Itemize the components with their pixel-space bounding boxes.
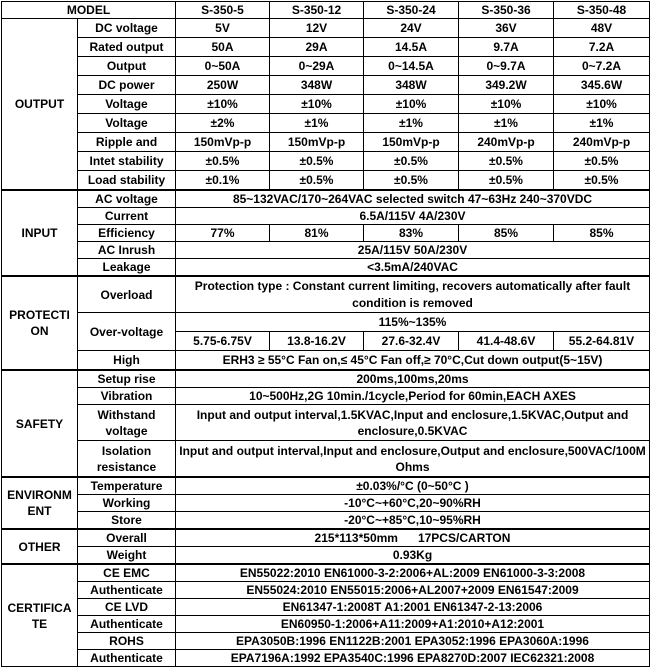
environment-row [2, 512, 650, 530]
param-label: High [78, 351, 176, 371]
spec-value: 9.7A [459, 38, 554, 57]
spec-value: 0~50A [176, 57, 270, 76]
spec-value: 250W [176, 76, 270, 95]
spec-value: 85% [459, 225, 554, 242]
spec-value: 5.75-6.75V [176, 332, 270, 351]
spec-value: 5V [176, 19, 270, 38]
spec-value: -10°C~+60°C,20~90%RH [176, 495, 650, 512]
spec-value: ±1% [270, 114, 364, 133]
category-safety: SAFETY [2, 370, 78, 477]
spec-value: ±0.5% [176, 152, 270, 171]
spec-value: EN61347-1:2008T A1:2001 EN61347-2-13:2006 [176, 599, 650, 616]
certificate-row [2, 599, 650, 616]
certificate-row [2, 650, 650, 667]
param-label: Over-voltage [78, 313, 176, 351]
spec-value: ±0.5% [364, 152, 459, 171]
spec-value: 7.2A [554, 38, 650, 57]
protection-row [2, 351, 650, 371]
category-certificate: CERTIFICA TE [2, 564, 78, 667]
spec-value: ±1% [459, 114, 554, 133]
param-label: Load stability [78, 171, 176, 191]
certificate-row [2, 564, 650, 582]
param-label: Working [78, 495, 176, 512]
output-row [2, 76, 650, 95]
param-label: AC Inrush [78, 242, 176, 259]
spec-value: 240mVp-p [554, 133, 650, 152]
spec-value: 81% [270, 225, 364, 242]
param-label: Voltage [78, 114, 176, 133]
spec-value: 36V [459, 19, 554, 38]
param-label: Current [78, 208, 176, 225]
environment-row [2, 495, 650, 512]
environment-row [2, 477, 650, 495]
header-row [2, 2, 650, 19]
param-label: Intet stability [78, 152, 176, 171]
input-row [2, 259, 650, 277]
param-label: DC voltage [78, 19, 176, 38]
safety-row [2, 405, 650, 441]
spec-value: 50A [176, 38, 270, 57]
model-name: S-350-5 [176, 2, 270, 19]
protection-row [2, 276, 650, 313]
model-name: S-350-36 [459, 2, 554, 19]
category-input: INPUT [2, 190, 78, 276]
spec-value: ±0.5% [270, 171, 364, 191]
certificate-row [2, 616, 650, 633]
model-name: S-350-24 [364, 2, 459, 19]
output-row [2, 57, 650, 76]
output-row [2, 133, 650, 152]
spec-value: 348W [270, 76, 364, 95]
spec-value: ±0.5% [554, 152, 650, 171]
spec-value: ±1% [364, 114, 459, 133]
param-label: Temperature [78, 477, 176, 495]
spec-value: EPA3050B:1996 EN1122B:2001 EPA3052:1996 EPA3060A:1996 [176, 633, 650, 650]
spec-value: ±10% [270, 95, 364, 114]
spec-value: ±10% [364, 95, 459, 114]
param-label: Setup rise [78, 370, 176, 388]
param-label: Overall [78, 529, 176, 547]
category-other: OTHER [2, 529, 78, 564]
param-label: Authenticate [78, 650, 176, 667]
spec-value: 41.4-48.6V [459, 332, 554, 351]
spec-value: Input and output interval,Input and enclosure,Output and enclosure,500VAC/100M Ohms [176, 441, 650, 478]
spec-value: 200ms,100ms,20ms [176, 370, 650, 388]
param-label: Authenticate [78, 582, 176, 599]
input-row [2, 225, 650, 242]
spec-value: 0~9.7A [459, 57, 554, 76]
model-label: MODEL [2, 2, 176, 19]
spec-value: 29A [270, 38, 364, 57]
safety-row [2, 370, 650, 388]
spec-value: 115%~135% [176, 313, 650, 332]
safety-row [2, 441, 650, 478]
param-label: Output [78, 57, 176, 76]
output-row [2, 171, 650, 191]
spec-value: ±0.5% [554, 171, 650, 191]
spec-value: 14.5A [364, 38, 459, 57]
category-environment: ENVIRONM ENT [2, 477, 78, 529]
spec-value: EPA7196A:1992 EPA3540C:1996 EPA8270D:2007 IEC62321:2008 [176, 650, 650, 667]
certificate-row [2, 582, 650, 599]
param-label: Ripple and [78, 133, 176, 152]
spec-value: 150mVp-p [364, 133, 459, 152]
spec-value: ±0.5% [459, 152, 554, 171]
spec-value: ±1% [554, 114, 650, 133]
spec-value: EN55022:2010 EN61000-3-2:2006+AL:2009 EN61000-3-3:2008 [176, 564, 650, 582]
spec-value: ±10% [459, 95, 554, 114]
spec-value: <3.5mA/240VAC [176, 259, 650, 277]
protection-row [2, 313, 650, 332]
param-label: AC voltage [78, 190, 176, 208]
spec-value: ±0.5% [459, 171, 554, 191]
spec-value: ERH3 ≥ 55°C Fan on,≤ 45°C Fan off,≥ 70°C,Cut down output(5~15V) [176, 351, 650, 371]
param-label: Overload [78, 276, 176, 313]
spec-value: 150mVp-p [176, 133, 270, 152]
spec-value: 10~500Hz,2G 10min./1cycle,Period for 60min,EACH AXES [176, 388, 650, 405]
output-row [2, 19, 650, 38]
spec-value: 25A/115V 50A/230V [176, 242, 650, 259]
spec-value: ±10% [554, 95, 650, 114]
spec-value: 215*113*50mm 17PCS/CARTON [176, 529, 650, 547]
spec-value: 0~14.5A [364, 57, 459, 76]
spec-value: Protection type : Constant current limiting, recovers automatically after fault condition is removed [176, 276, 650, 313]
spec-value: EN60950-1:2006+A11:2009+A1:2010+A12:2001 [176, 616, 650, 633]
safety-row [2, 388, 650, 405]
spec-value: 349.2W [459, 76, 554, 95]
spec-value: -20°C~+85°C,10~95%RH [176, 512, 650, 530]
param-label: Leakage [78, 259, 176, 277]
param-label: Weight [78, 547, 176, 565]
spec-value: 24V [364, 19, 459, 38]
spec-value: Input and output interval,1.5KVAC,Input and enclosure,1.5KVAC,Output and enclosure,0.5KVAC [176, 405, 650, 441]
spec-value: 0.93Kg [176, 547, 650, 565]
spec-table [1, 1, 650, 667]
spec-value: 85% [554, 225, 650, 242]
spec-value: 348W [364, 76, 459, 95]
param-label: CE LVD [78, 599, 176, 616]
spec-value: 13.8-16.2V [270, 332, 364, 351]
spec-value: 240mVp-p [459, 133, 554, 152]
spec-value: 48V [554, 19, 650, 38]
output-row [2, 95, 650, 114]
spec-value: 12V [270, 19, 364, 38]
param-label: Rated output [78, 38, 176, 57]
param-label: Voltage [78, 95, 176, 114]
certificate-row [2, 633, 650, 650]
spec-value: 77% [176, 225, 270, 242]
spec-value: 85~132VAC/170~264VAC selected switch 47~63Hz 240~370VDC [176, 190, 650, 208]
spec-value: 0~29A [270, 57, 364, 76]
param-label: Withstand voltage [78, 405, 176, 441]
param-label: CE EMC [78, 564, 176, 582]
spec-value: 0~7.2A [554, 57, 650, 76]
spec-value: 27.6-32.4V [364, 332, 459, 351]
param-label: Authenticate [78, 616, 176, 633]
spec-value: ±2% [176, 114, 270, 133]
spec-value: 345.6W [554, 76, 650, 95]
spec-value: ±0.03%/°C (0~50°C ) [176, 477, 650, 495]
spec-value: 150mVp-p [270, 133, 364, 152]
category-protection: PROTECTI ON [2, 276, 78, 370]
spec-value: EN55024:2010 EN55015:2006+AL2007+2009 EN61547:2009 [176, 582, 650, 599]
input-row [2, 242, 650, 259]
input-row [2, 208, 650, 225]
other-row [2, 547, 650, 565]
spec-value: ±0.1% [176, 171, 270, 191]
model-name: S-350-48 [554, 2, 650, 19]
output-row [2, 114, 650, 133]
output-row [2, 152, 650, 171]
spec-value: 83% [364, 225, 459, 242]
param-label: Vibration [78, 388, 176, 405]
spec-value: 6.5A/115V 4A/230V [176, 208, 650, 225]
param-label: Store [78, 512, 176, 530]
spec-value: ±0.5% [364, 171, 459, 191]
param-label: ROHS [78, 633, 176, 650]
param-label: DC power [78, 76, 176, 95]
spec-value: ±10% [176, 95, 270, 114]
spec-value: ±0.5% [270, 152, 364, 171]
param-label: Efficiency [78, 225, 176, 242]
model-name: S-350-12 [270, 2, 364, 19]
input-row [2, 190, 650, 208]
category-output: OUTPUT [2, 19, 78, 191]
spec-value: 55.2-64.81V [554, 332, 650, 351]
other-row [2, 529, 650, 547]
param-label: Isolation resistance [78, 441, 176, 478]
output-row [2, 38, 650, 57]
